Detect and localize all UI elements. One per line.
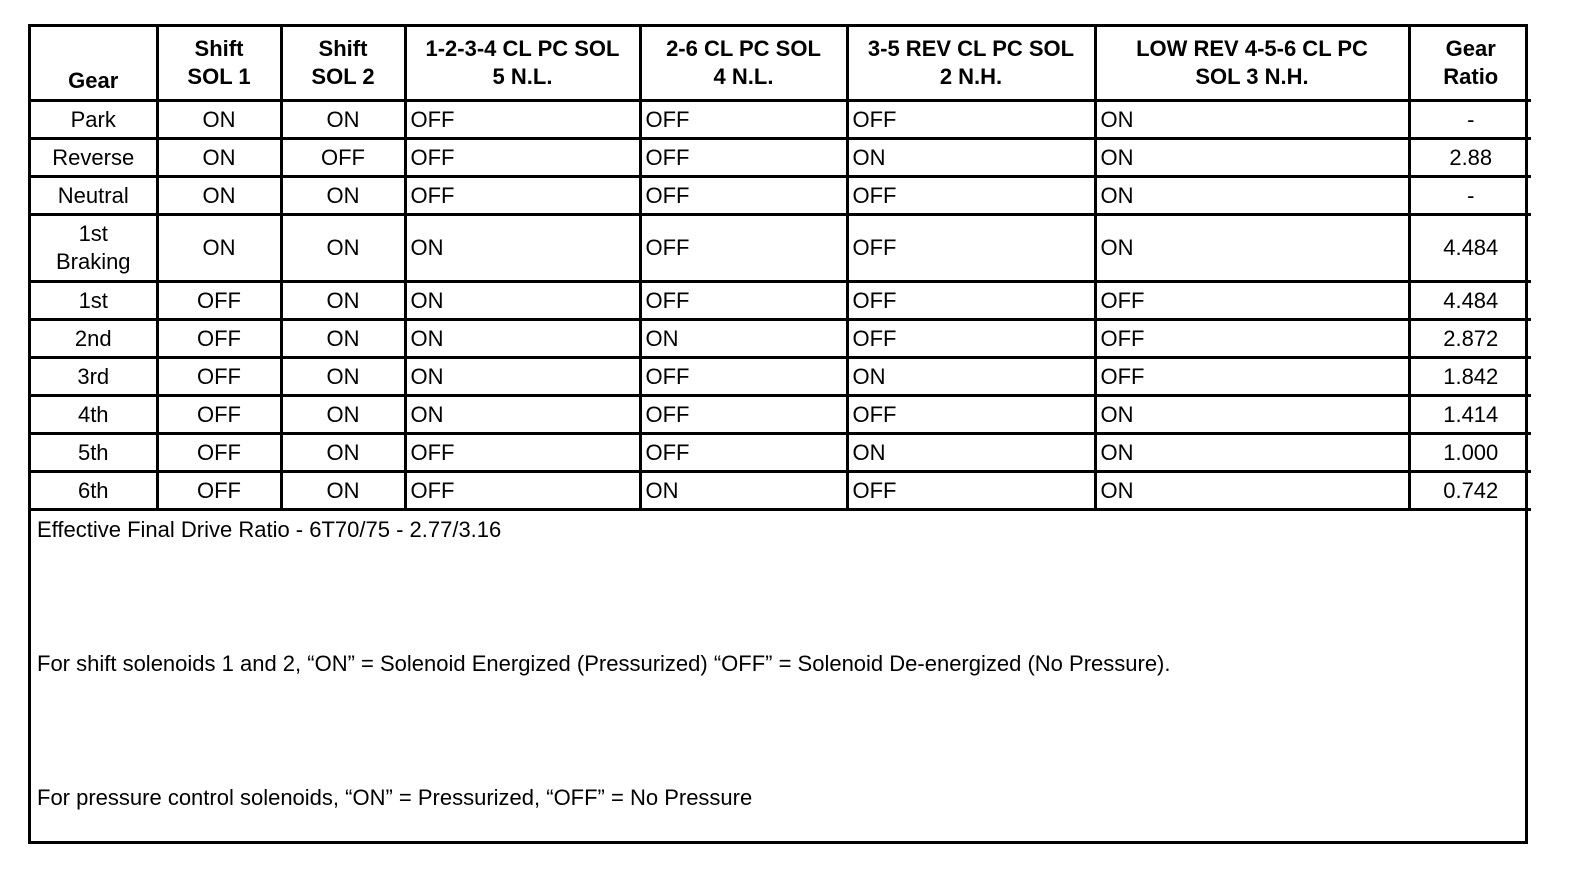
shift-sol-1-cell: ON [157,101,281,139]
pc-sol-5-cell: ON [405,358,640,396]
shift-sol-1-cell: ON [157,139,281,177]
table-row [31,215,1531,282]
pc-sol-4-cell: OFF [640,434,847,472]
pc-sol-5-cell: ON [405,320,640,358]
gear-cell: 2nd [31,320,157,358]
shift-sol-2-cell: ON [281,282,405,320]
shift-sol-2-cell: ON [281,101,405,139]
gear-ratio-cell: 4.484 [1409,282,1531,320]
pc-sol-2-cell: ON [847,434,1095,472]
shift-sol-1-cell: OFF [157,396,281,434]
final-drive-note: Effective Final Drive Ratio - 6T70/75 - 2.77/3.16 [37,517,502,542]
shift-sol-2-cell: ON [281,215,405,282]
pc-sol-5-cell: OFF [405,139,640,177]
pc-sol-2-cell: OFF [847,101,1095,139]
shift-sol-1-cell: ON [157,215,281,282]
pc-sol-5-cell: OFF [405,177,640,215]
gear-ratio-cell: 2.88 [1409,139,1531,177]
gear-cell: 3rd [31,358,157,396]
table-row [31,320,1531,358]
shift-sol-1-cell: OFF [157,320,281,358]
table-row [31,177,1531,215]
pc-sol-2-cell: OFF [847,472,1095,510]
gear-cell: 1st Braking [31,215,157,282]
pc-sol-5-cell: OFF [405,101,640,139]
gear-ratio-cell: 1.842 [1409,358,1531,396]
table-row [31,358,1531,396]
pc-sol-4-cell: OFF [640,396,847,434]
pc-sol-5-cell: OFF [405,472,640,510]
table-row [31,101,1531,139]
pc-sol-3-cell: OFF [1095,358,1409,396]
shift-sol-2-cell: OFF [281,139,405,177]
pc-sol-2-cell: OFF [847,396,1095,434]
pc-sol-3-cell: ON [1095,396,1409,434]
pc-sol-3-cell: ON [1095,434,1409,472]
header-pc-sol-4: 2-6 CL PC SOL 4 N.L. [640,27,847,101]
header-shift-sol-1: Shift SOL 1 [157,27,281,101]
gear-ratio-cell: 1.000 [1409,434,1531,472]
header-shift-sol-2: Shift SOL 2 [281,27,405,101]
pc-sol-4-cell: OFF [640,358,847,396]
solenoid-table [31,27,1531,511]
pc-sol-3-cell: ON [1095,177,1409,215]
header-pc-sol-2: 3-5 REV CL PC SOL 2 N.H. [847,27,1095,101]
pc-sol-3-cell: ON [1095,139,1409,177]
shift-sol-1-cell: OFF [157,282,281,320]
shift-sol-1-cell: OFF [157,434,281,472]
gear-cell: 4th [31,396,157,434]
shift-solenoid-note: For shift solenoids 1 and 2, “ON” = Solenoid Energized (Pressurized) “OFF” = Solenoid De-energized (No Pressure). [37,651,1171,676]
gear-ratio-cell: - [1409,101,1531,139]
gear-ratio-cell: 0.742 [1409,472,1531,510]
header-gear-ratio: Gear Ratio [1409,27,1531,101]
pc-sol-3-cell: ON [1095,215,1409,282]
pc-sol-3-cell: OFF [1095,282,1409,320]
table-row [31,282,1531,320]
solenoid-application-chart [28,24,1528,844]
pc-sol-2-cell: OFF [847,320,1095,358]
shift-sol-2-cell: ON [281,320,405,358]
pc-sol-5-cell: OFF [405,434,640,472]
pc-sol-2-cell: ON [847,139,1095,177]
pc-sol-4-cell: ON [640,472,847,510]
notes-section [31,511,1525,817]
shift-sol-1-cell: OFF [157,358,281,396]
pc-sol-4-cell: OFF [640,177,847,215]
gear-cell: Park [31,101,157,139]
shift-sol-2-cell: ON [281,177,405,215]
gear-ratio-cell: - [1409,177,1531,215]
header-pc-sol-5: 1-2-3-4 CL PC SOL 5 N.L. [405,27,640,101]
shift-sol-2-cell: ON [281,472,405,510]
pc-sol-5-cell: ON [405,396,640,434]
pressure-solenoid-note: For pressure control solenoids, “ON” = Pressurized, “OFF” = No Pressure [37,785,753,810]
table-row [31,139,1531,177]
pc-sol-3-cell: ON [1095,472,1409,510]
shift-sol-1-cell: ON [157,177,281,215]
gear-cell: 5th [31,434,157,472]
pc-sol-4-cell: OFF [640,215,847,282]
gear-cell: 6th [31,472,157,510]
gear-ratio-cell: 4.484 [1409,215,1531,282]
pc-sol-2-cell: ON [847,358,1095,396]
table-row [31,434,1531,472]
gear-cell: Neutral [31,177,157,215]
pc-sol-4-cell: OFF [640,101,847,139]
pc-sol-5-cell: ON [405,215,640,282]
gear-ratio-cell: 1.414 [1409,396,1531,434]
shift-sol-2-cell: ON [281,434,405,472]
gear-cell: 1st [31,282,157,320]
pc-sol-4-cell: OFF [640,282,847,320]
pc-sol-2-cell: OFF [847,215,1095,282]
header-pc-sol-3: LOW REV 4-5-6 CL PC SOL 3 N.H. [1095,27,1409,101]
pc-sol-3-cell: ON [1095,101,1409,139]
shift-sol-2-cell: ON [281,396,405,434]
pc-sol-2-cell: OFF [847,177,1095,215]
pc-sol-5-cell: ON [405,282,640,320]
shift-sol-2-cell: ON [281,358,405,396]
shift-sol-1-cell: OFF [157,472,281,510]
pc-sol-4-cell: ON [640,320,847,358]
pc-sol-3-cell: OFF [1095,320,1409,358]
gear-ratio-cell: 2.872 [1409,320,1531,358]
table-row [31,396,1531,434]
gear-cell: Reverse [31,139,157,177]
pc-sol-4-cell: OFF [640,139,847,177]
pc-sol-2-cell: OFF [847,282,1095,320]
header-gear: Gear [31,27,157,101]
header-row [31,27,1531,101]
table-row [31,472,1531,510]
